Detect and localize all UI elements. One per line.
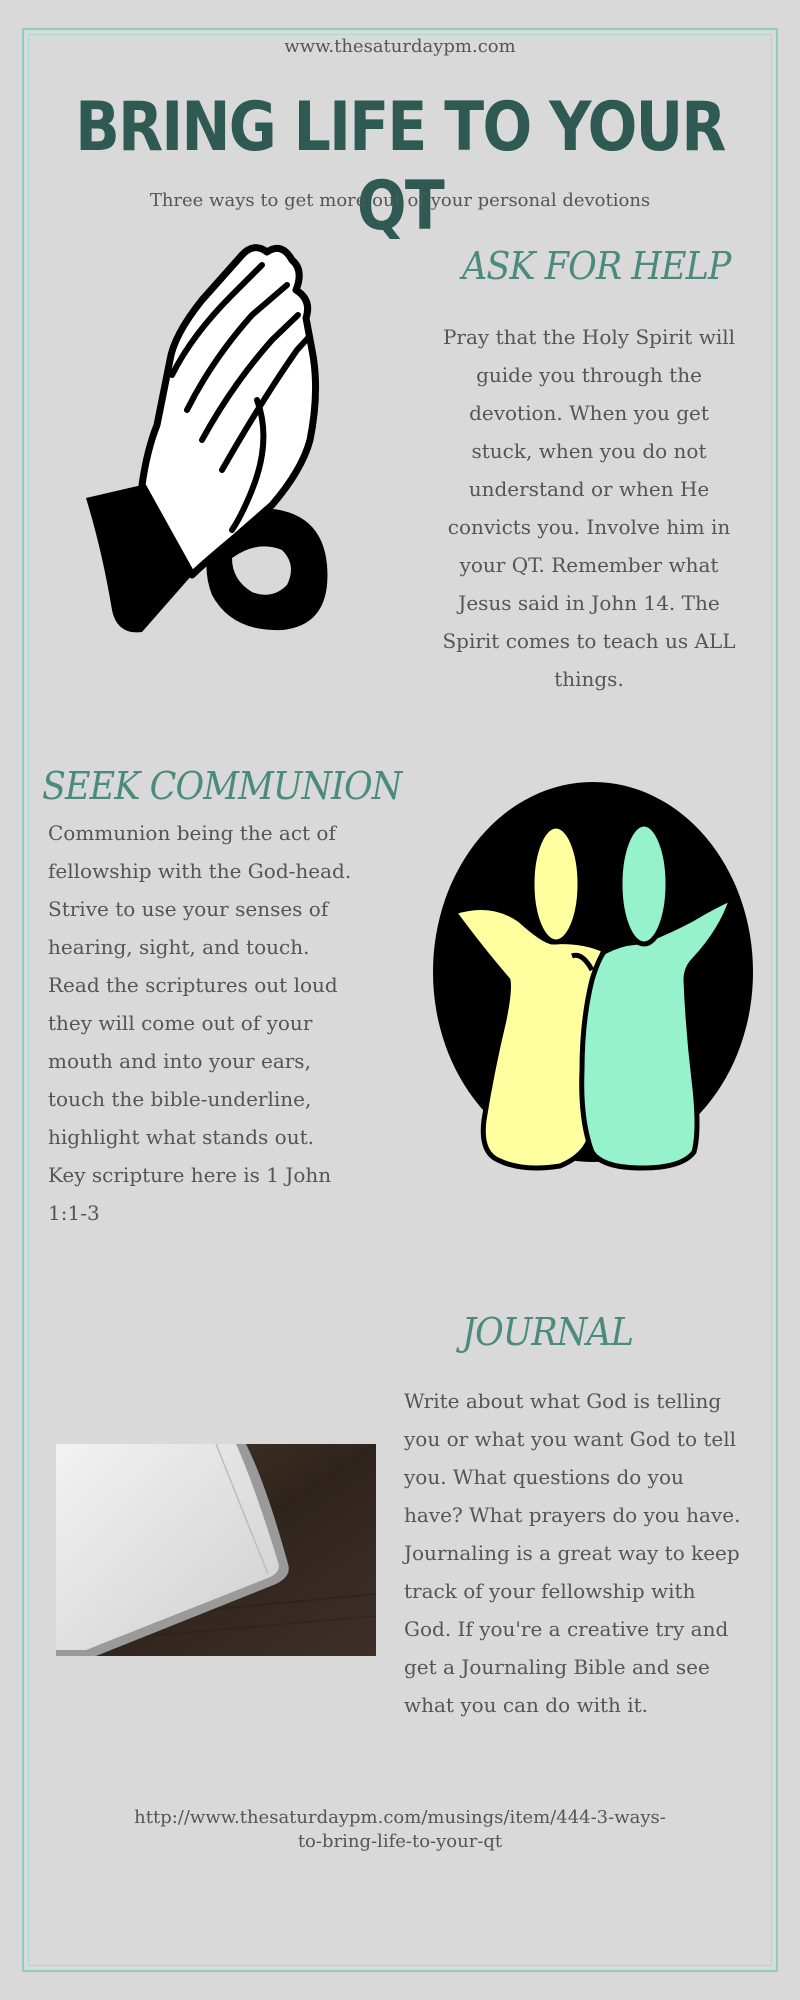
fellowship-figures-icon [432,780,754,1172]
praying-hands-icon [82,240,362,640]
page-subtitle: Three ways to get more out of your personal devotions [149,190,651,211]
section-body-journal: Write about what God is telling you or what you want God to tell you. What questions do you have? What prayers do you have. Journaling is a great way to keep track of your fellowship with God. If you're a creative try and get a Journaling Bible and see what you can do with it. [404,1389,741,1717]
section-heading-ask-for-help: ASK FOR HELP [462,244,731,288]
journal-photo [56,1444,376,1656]
section-body-seek-communion: Communion being the act of fellowship with the God-head. Strive to use your senses of hearing, sight, and touch. Read the scriptures out loud they will come out of your mouth and into your ears, touch the bible-underline, highlight what stands out. Key scripture here is 1 John 1:1-3 [48,821,352,1225]
section-heading-seek-communion: SEEK COMMUNION [42,764,402,808]
source-url[interactable]: http://www.thesaturdaypm.com/musings/item/444-3-ways- to-bring-life-to-your-qt [134,1807,666,1852]
site-url[interactable]: www.thesaturdaypm.com [284,36,516,57]
section-heading-journal: JOURNAL [462,1310,634,1354]
page-title: BRING LIFE TO YOUR QT [75,88,725,246]
section-body-ask-for-help: Pray that the Holy Spirit will guide you through the devotion. When you get stuck, when you do not understand or when He convicts you. Involve him in your QT. Remember what Jesus said in John 14. The Spirit comes to teach us ALL things. [442,325,736,691]
